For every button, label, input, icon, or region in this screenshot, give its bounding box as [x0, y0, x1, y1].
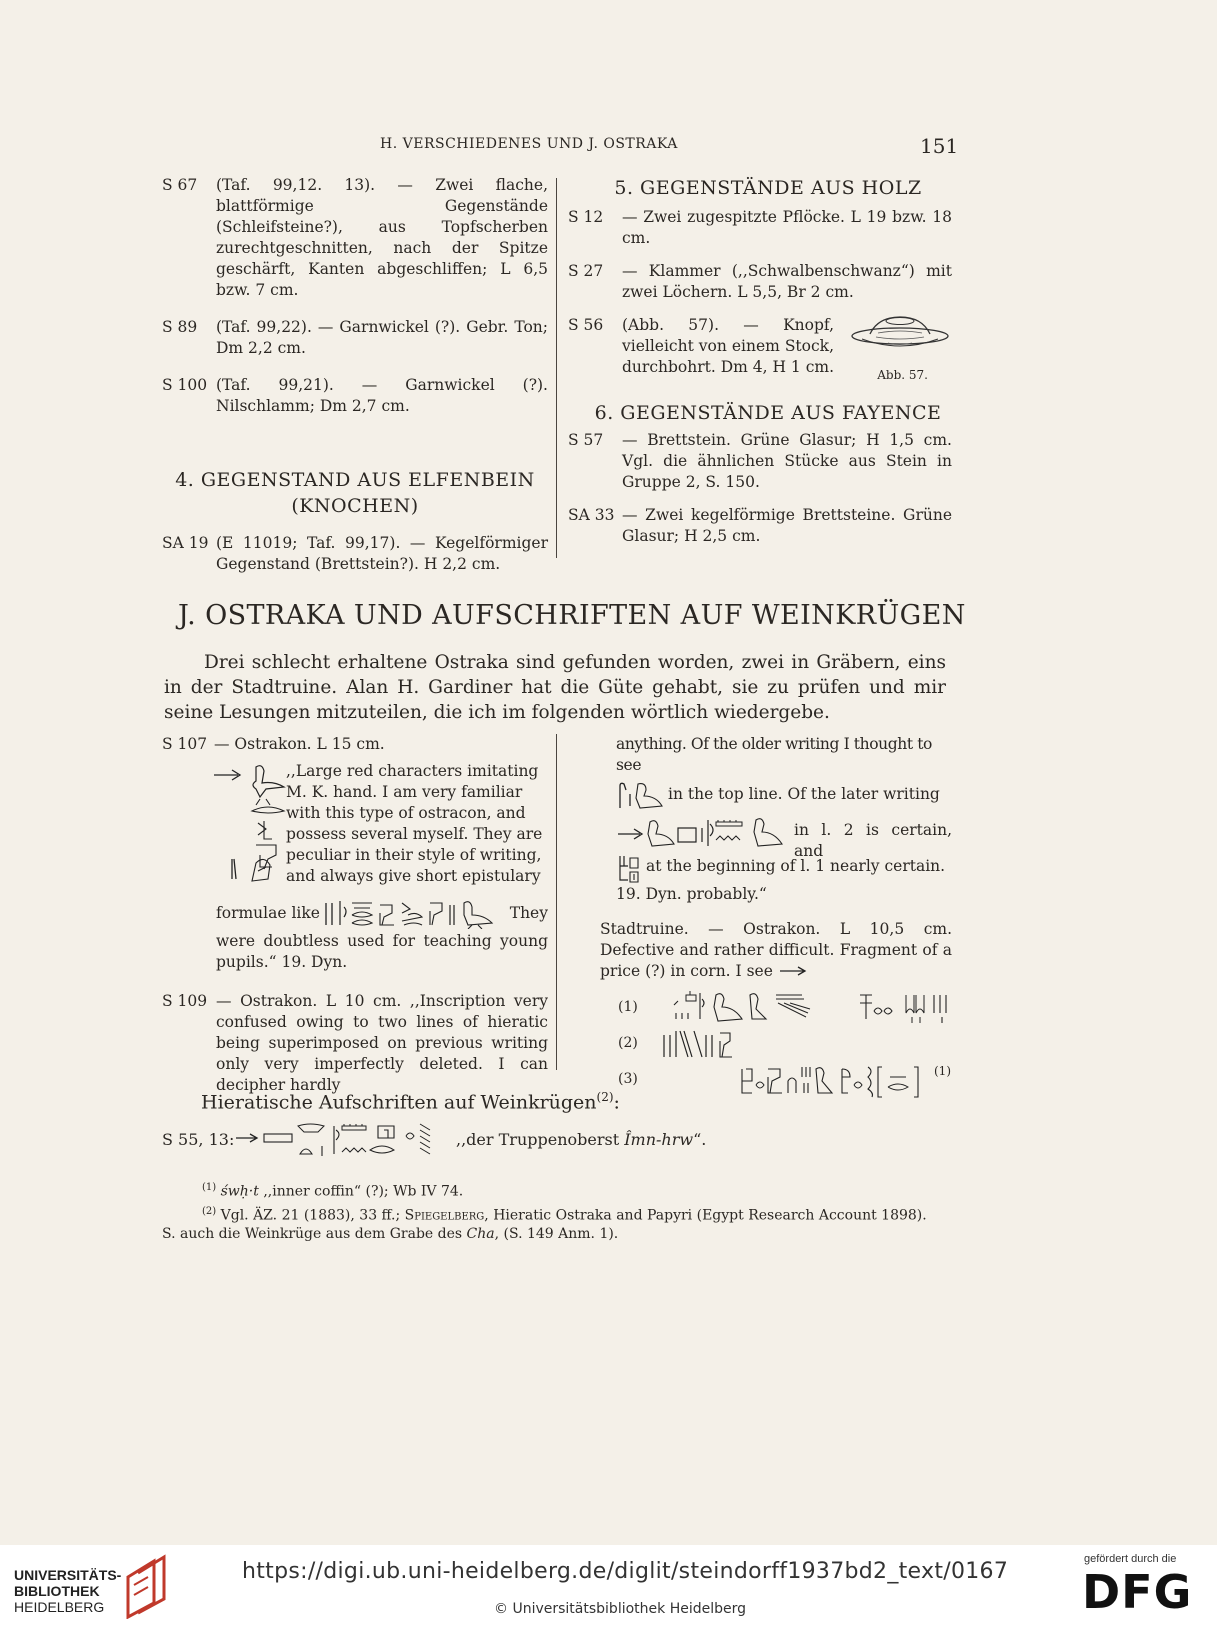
- dfg-logo[interactable]: DFG: [1082, 1565, 1193, 1619]
- footnote-text: S. auch die Weinkrüge aus dem Grabe des: [162, 1226, 467, 1243]
- entry-text: (Taf. 99,12. 13). — Zwei flache, blattförmige Gegenstände (Schleifsteine?), aus Topfscherben zurechtgeschnitten, nach der Spitze geschärft, Kanten abgeschliffen; L 6,5 bzw. 7 cm.: [216, 176, 548, 299]
- translation-post: “.: [693, 1130, 707, 1149]
- footnotes: [162, 1178, 952, 1244]
- running-head: [0, 136, 1217, 160]
- translation-pre: ,,der Truppenoberst: [456, 1130, 625, 1149]
- right-line: anything. Of the older writing I thought to see: [616, 735, 932, 774]
- right-line: in l. 2 is certain, and: [794, 821, 952, 860]
- section-6-title: 6. GEGENSTÄNDE AUS FAYENCE: [594, 402, 942, 424]
- footnote-author: Spiegelberg: [404, 1207, 485, 1224]
- entry-text: — Ostrakon. L 10 cm. ,,Inscription very confused owing to two lines of hieratic being superimposed on previous writing only very imperfectly deleted. I can decipher hardly: [216, 992, 548, 1094]
- right-line-glyph: [616, 852, 952, 882]
- entry-text: — Ostrakon. L 15 cm.: [214, 735, 385, 753]
- hieratic-translation: [456, 1130, 706, 1149]
- line-number: (1): [618, 998, 638, 1015]
- footnote-ref: (2): [596, 1090, 614, 1104]
- stadtruine-text: Stadtruine. — Ostrakon. L 10,5 cm. Defective and rather difficult. Fragment of a price (?) in corn. I see: [600, 920, 952, 980]
- left-column: [162, 175, 548, 587]
- entry-text: — Brettstein. Grüne Glasur; H 1,5 cm. Vgl. die ähnlichen Stücke aus Stein in Gruppe 2, S. 150.: [622, 431, 952, 491]
- entry-tag: S 109: [162, 992, 208, 1010]
- footnote-mark: (2): [202, 1205, 217, 1217]
- right-line: 19. Dyn. probably.“: [616, 885, 767, 903]
- entry-tag: S 12: [568, 208, 604, 226]
- hieroglyph-line3-transcription-icon: [738, 1063, 938, 1101]
- entry-text: — Zwei kegelförmige Brettsteine. Grüne Glasur; H 2,5 cm.: [622, 506, 952, 545]
- hieratic-heading-text: Hieratische Aufschriften auf Weinkrügen: [201, 1091, 597, 1114]
- stadtruine-entry: [600, 919, 952, 983]
- entry-tag: SA 33: [568, 506, 615, 524]
- section-j-title: J. OSTRAKA UND AUFSCHRIFTEN AUF WEINKRÜGEN: [178, 600, 966, 631]
- hieroglyph-line1-icon: [616, 852, 642, 884]
- line-number: (2): [618, 1034, 638, 1051]
- s107-formulae-line: [216, 897, 548, 931]
- right-column: [568, 175, 952, 559]
- ostraca-left-column: [162, 734, 548, 1096]
- quote-line: possess several myself. They are: [286, 825, 543, 843]
- logo-line: BIBLIOTHEK: [14, 1583, 100, 1599]
- footnote-text: , Hieratic Ostraka and Papyri (Egypt Research Account 1898).: [484, 1207, 927, 1224]
- footnote-text: ,,inner coffin“ (?); Wb IV 74.: [258, 1183, 464, 1200]
- footnote-1: [162, 1178, 952, 1202]
- column-rule-bottom: [556, 734, 557, 1070]
- knob-figure-icon: [848, 309, 952, 359]
- entry-s12: [568, 207, 952, 249]
- hieroglyph-jar-inscription-icon: [234, 1122, 450, 1158]
- footnote-term: śwḥ·t: [220, 1183, 259, 1200]
- quote-line: with this type of ostracon, and: [286, 804, 526, 822]
- library-logo-text[interactable]: [14, 1567, 121, 1615]
- right-line: in the top line. Of the later writing: [668, 785, 940, 803]
- footnote-text: Vgl. ÄZ. 21 (1883), 33 ff.;: [216, 1207, 405, 1224]
- entry-text: (Taf. 99,22). — Garnwickel (?). Gebr. Ton; Dm 2,2 cm.: [216, 318, 548, 357]
- entry-s67: [162, 175, 548, 301]
- running-title: H. VERSCHIEDENES UND J. OSTRAKA: [380, 136, 678, 152]
- entry-s89: [162, 317, 548, 359]
- s109-entry: [162, 991, 548, 1096]
- s107-end: were doubtless used for teaching young pupils.“ 19. Dyn.: [216, 932, 548, 971]
- hieratic-line: [162, 1122, 722, 1156]
- right-line-glyph: [616, 780, 952, 810]
- footer-bar: [0, 1545, 1217, 1630]
- entry-s27: [568, 261, 952, 303]
- section-4: [162, 467, 548, 575]
- entry-tag: S 57: [568, 431, 604, 449]
- quote-line: ,,Large red characters imitating: [286, 762, 539, 780]
- formulae-they: They: [509, 904, 548, 922]
- hieroglyph-line1-transcription-icon: [672, 989, 952, 1025]
- library-logo-icon[interactable]: [124, 1553, 172, 1619]
- hieratic-heading-colon: :: [613, 1091, 620, 1114]
- footnote-name: Cha: [466, 1226, 495, 1243]
- entry-tag: S 107: [162, 735, 208, 753]
- entry-tag: SA 19: [162, 534, 209, 552]
- entry-text: — Zwei zugespitzte Pflöcke. L 19 bzw. 18 cm.: [622, 208, 952, 247]
- entry-tag: S 56: [568, 316, 604, 334]
- entry-text: (Taf. 99,21). — Garnwickel (?). Nilschlamm; Dm 2,7 cm.: [216, 376, 548, 415]
- entry-tag: S 100: [162, 376, 208, 394]
- s107-quote: [286, 761, 548, 887]
- s107-head: [162, 734, 548, 755]
- entry-tag: S 27: [568, 262, 604, 280]
- permalink-url[interactable]: https://digi.ub.uni-heidelberg.de/diglit/steindorff1937bd2_text/0167: [242, 1559, 1009, 1584]
- hieroglyph-line2-transcription-icon: [660, 1027, 750, 1061]
- copyright-text: © Universitätsbibliothek Heidelberg: [494, 1601, 747, 1617]
- quote-line: and always give short epistulary: [286, 867, 541, 885]
- entry-text: (E 11019; Taf. 99,17). — Kegelförmiger Gegenstand (Brettstein?). H 2,2 cm.: [216, 534, 548, 573]
- stadtruine-transcription: [600, 989, 952, 1109]
- page-number: 151: [920, 134, 959, 158]
- section-subtitle: (KNOCHEN): [291, 495, 419, 517]
- quote-line: M. K. hand. I am very familiar: [286, 783, 523, 801]
- section-j-intro: Drei schlecht erhaltene Ostraka sind gefunden worden, zwei in Gräbern, eins in der Stadtruine. Alan H. Gardiner hat die Güte gehabt, sie zu prüfen und mir seine Lesungen mitzuteilen, die ich im folgenden wörtlich wiedergebe.: [164, 652, 946, 723]
- formulae-label: formulae like: [216, 904, 320, 922]
- footnote-2-cont: [162, 1225, 952, 1244]
- hieroglyph-formula-icon: [322, 897, 500, 929]
- hieroglyph-older-icon: [616, 780, 664, 810]
- entry-sa19: [162, 533, 548, 575]
- s107-quote-block: [162, 761, 548, 887]
- logo-line: HEIDELBERG: [14, 1599, 105, 1615]
- hieroglyph-column-icon: [212, 763, 290, 887]
- hieroglyph-later-icon: [616, 816, 792, 848]
- footnote-mark: (1): [202, 1182, 217, 1193]
- right-line: at the beginning of l. 1 nearly certain.: [646, 857, 946, 875]
- logo-line: UNIVERSITÄTS-: [14, 1567, 122, 1583]
- section-5-title: 5. GEGENSTÄNDE AUS HOLZ: [614, 177, 922, 199]
- translation-name: Îmn-hrw: [624, 1130, 694, 1149]
- column-rule-top: [556, 178, 557, 558]
- quote-line: peculiar in their style of writing,: [286, 846, 542, 864]
- entry-s57: [568, 430, 952, 493]
- line-number: (3): [618, 1070, 638, 1087]
- entry-tag: S 67: [162, 176, 198, 194]
- entry-sa33: [568, 505, 952, 547]
- footnote-text: , (S. 149 Anm. 1).: [494, 1226, 619, 1243]
- section-title: 4. GEGENSTAND AUS ELFENBEIN: [175, 469, 535, 491]
- right-line-glyph: [616, 816, 952, 860]
- entry-s56: [568, 315, 952, 382]
- footnote-2: [162, 1202, 952, 1226]
- hieratic-heading: [201, 1090, 620, 1113]
- arrow-right-icon: [778, 962, 808, 983]
- figure-caption: Abb. 57.: [877, 368, 928, 382]
- funder-caption: gefördert durch die: [1084, 1553, 1177, 1565]
- footnote-ref: (1): [934, 1063, 951, 1078]
- entry-tag: S 89: [162, 318, 198, 336]
- hieratic-label: S 55, 13:: [162, 1130, 235, 1149]
- entry-text: (Abb. 57). — Knopf, vielleicht von einem Stock, durchbohrt. Dm 4, H 1 cm.: [622, 316, 835, 376]
- ostraca-right-column: [600, 734, 952, 1109]
- entry-text: — Klammer (,,Schwalbenschwanz“) mit zwei Löchern. L 5,5, Br 2 cm.: [622, 262, 952, 301]
- entry-s100: [162, 375, 548, 417]
